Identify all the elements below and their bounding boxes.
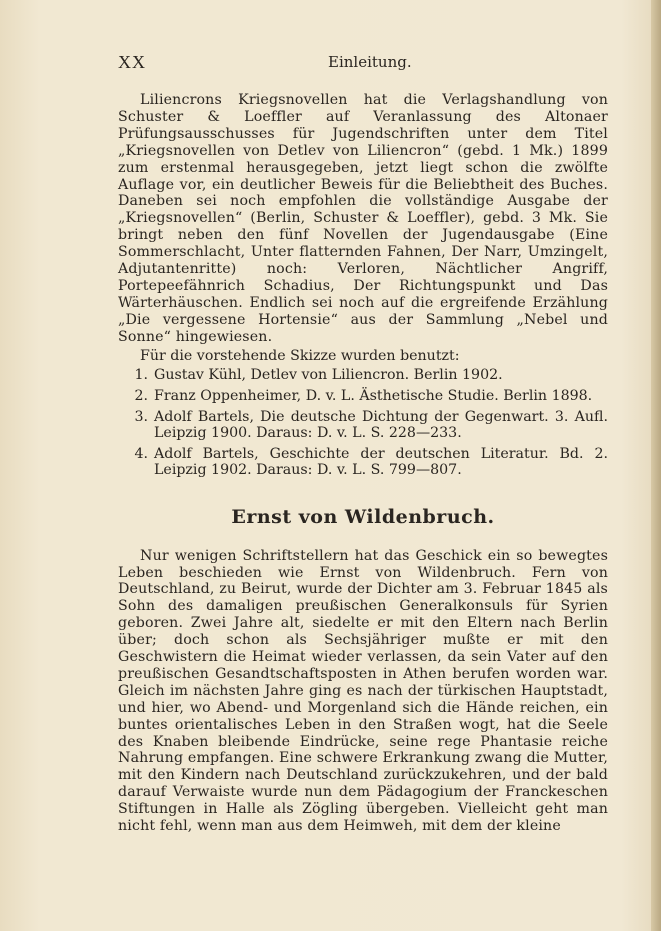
paragraph-liliencron: Liliencrons Kriegsnovellen hat die Verlagshandlung von Schuster & Loeffler auf Veranlassung des Altonaer Prüfungsausschusses für Jugendschriften unter dem Titel „Kriegsnovellen von Detlev von Liliencron“ (gebd. 1 Mk.) 1899 zum erstenmal herausgegeben, jetzt liegt schon die zwölfte Auflage vor, ein deutlicher Beweis für die Beliebtheit des Buches. Daneben sei noch empfohlen die vollständige Ausgabe der „Kriegsnovellen“ (Berlin, Schuster & Loeffler), gebd. 3 Mk. Sie bringt neben den fünf Novellen der Jugendausgabe (Eine Sommerschlacht, Unter flatternden Fahnen, Der Narr, Umzingelt, Adjutantenritte) noch: Verloren, Nächtlicher Angriff, Portepeefähnrich Schadius, Der Richtungspunkt und Das Wärterhäuschen. Endlich sei noch auf die ergreifende Erzählung „Die vergessene Hortensie“ aus der Sammlung „Nebel und Sonne“ hingewiesen. xyxy=(118,92,608,345)
source-number: 3. xyxy=(134,408,148,425)
page-number: XX xyxy=(118,52,146,72)
source-number: 2. xyxy=(134,387,148,404)
page-header xyxy=(118,52,598,74)
source-text: Franz Oppenheimer, D. v. L. Ästhetische Studie. Berlin 1898. xyxy=(154,387,593,404)
sources-list xyxy=(118,367,608,478)
page-edge xyxy=(651,0,661,931)
source-item xyxy=(118,446,608,478)
section-title: Ernst von Wildenbruch. xyxy=(231,505,495,528)
source-number: 4. xyxy=(134,445,148,462)
source-item xyxy=(118,388,608,404)
source-text: Adolf Bartels, Geschichte der deutschen Literatur. Bd. 2. Leipzig 1902. Daraus: D. v. L. S. 799—807. xyxy=(154,445,608,478)
source-item xyxy=(118,409,608,441)
body-text xyxy=(118,92,608,835)
source-text: Gustav Kühl, Detlev von Liliencron. Berlin 1902. xyxy=(154,366,503,383)
running-title: Einleitung. xyxy=(328,53,412,71)
paragraph-wildenbruch: Nur wenigen Schriftstellern hat das Geschick ein so bewegtes Leben beschieden wie Ernst von Wildenbruch. Fern von Deutschland, zu Beirut, wurde der Dichter am 3. Februar 1845 als Sohn des damaligen preußischen Generalkonsuls für Syrien geboren. Zwei Jahre alt, siedelte er mit den Eltern nach Berlin über; doch schon als Sechsjähriger mußte er mit den Geschwistern die Heimat wieder verlassen, da sein Vater auf den preußischen Gesandtschaftsposten in Athen berufen worden war. Gleich im nächsten Jahre ging es nach der türkischen Hauptstadt, und hier, wo Abend- und Morgenland sich die Hände reichen, ein buntes orientalisches Leben in den Straßen wogt, hat die Seele des Knaben bleibende Eindrücke, seine rege Phantasie reiche Nahrung empfangen. Eine schwere Erkrankung zwang die Mutter, mit den Kindern nach Deutschland zurückzukehren, und der bald darauf Verwaiste wurde nun dem Pädagogium der Franckeschen Stiftungen in Halle als Zögling übergeben. Vielleicht geht man nicht fehl, wenn man aus dem Heimweh, mit dem der kleine xyxy=(118,547,608,835)
source-text: Adolf Bartels, Die deutsche Dichtung der Gegenwart. 3. Aufl. Leipzig 1900. Daraus: D. v. L. S. 228—233. xyxy=(154,408,608,441)
sources-intro: Für die vorstehende Skizze wurden benutzt: xyxy=(140,347,460,364)
source-item xyxy=(118,367,608,383)
source-number: 1. xyxy=(134,366,148,383)
